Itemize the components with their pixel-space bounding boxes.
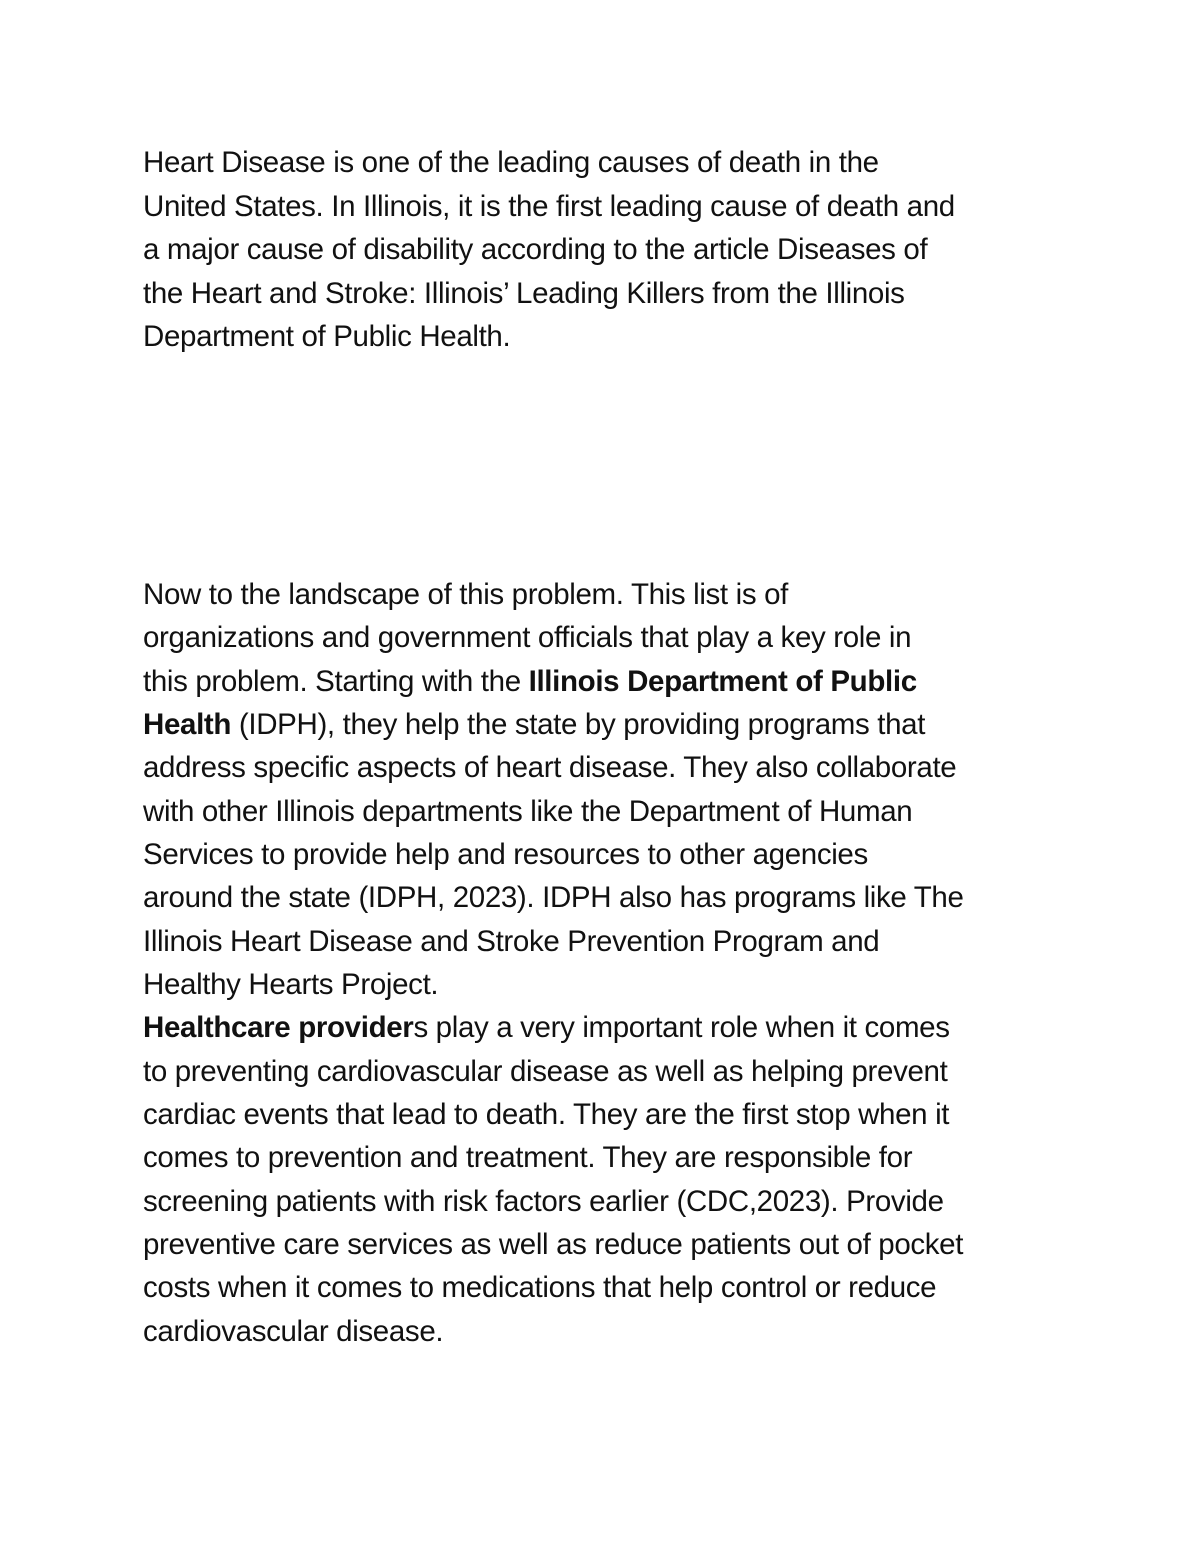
landscape-text: (IDPH), they help the state by providing programs that — [231, 708, 926, 741]
landscape-line: address specific aspects of heart disease. They also collaborate — [143, 751, 957, 784]
landscape-line — [143, 708, 925, 742]
idph-name-bold-cont: Health — [143, 708, 232, 741]
landscape-line: Illinois Heart Disease and Stroke Prevention Program and — [143, 925, 880, 958]
landscape-line: Now to the landscape of this problem. This list is of — [143, 578, 788, 611]
providers-text: s play a very important role when it comes — [413, 1011, 950, 1044]
landscape-text: this problem. Starting with the — [143, 665, 529, 698]
intro-line: Heart Disease is one of the leading causes of death in the — [143, 146, 879, 179]
providers-line: screening patients with risk factors earlier (CDC,2023). Provide — [143, 1185, 944, 1218]
providers-line: to preventing cardiovascular disease as well as helping prevent — [143, 1055, 948, 1088]
providers-line: preventive care services as well as reduce patients out of pocket — [143, 1228, 964, 1261]
intro-line: a major cause of disability according to the article Diseases of — [143, 233, 928, 266]
providers-heading-bold: Healthcare provider — [143, 1011, 414, 1044]
intro-line: United States. In Illinois, it is the first leading cause of death and — [143, 190, 955, 223]
intro-line: Department of Public Health. — [143, 320, 511, 353]
landscape-line: with other Illinois departments like the Department of Human — [143, 795, 913, 828]
landscape-line: around the state (IDPH, 2023). IDPH also has programs like The — [143, 881, 964, 914]
providers-line: cardiac events that lead to death. They are the first stop when it — [143, 1098, 950, 1131]
providers-line: cardiovascular disease. — [143, 1315, 444, 1348]
landscape-line: Services to provide help and resources to other agencies — [143, 838, 868, 871]
providers-line: comes to prevention and treatment. They are responsible for — [143, 1141, 913, 1174]
landscape-line: Healthy Hearts Project. — [143, 968, 439, 1001]
intro-line: the Heart and Stroke: Illinois’ Leading Killers from the Illinois — [143, 277, 905, 310]
providers-line — [143, 1011, 950, 1045]
idph-name-bold: Illinois Department of Public — [528, 665, 917, 698]
landscape-line: organizations and government officials that play a key role in — [143, 621, 912, 654]
landscape-line — [143, 665, 917, 699]
providers-line: costs when it comes to medications that help control or reduce — [143, 1271, 937, 1304]
